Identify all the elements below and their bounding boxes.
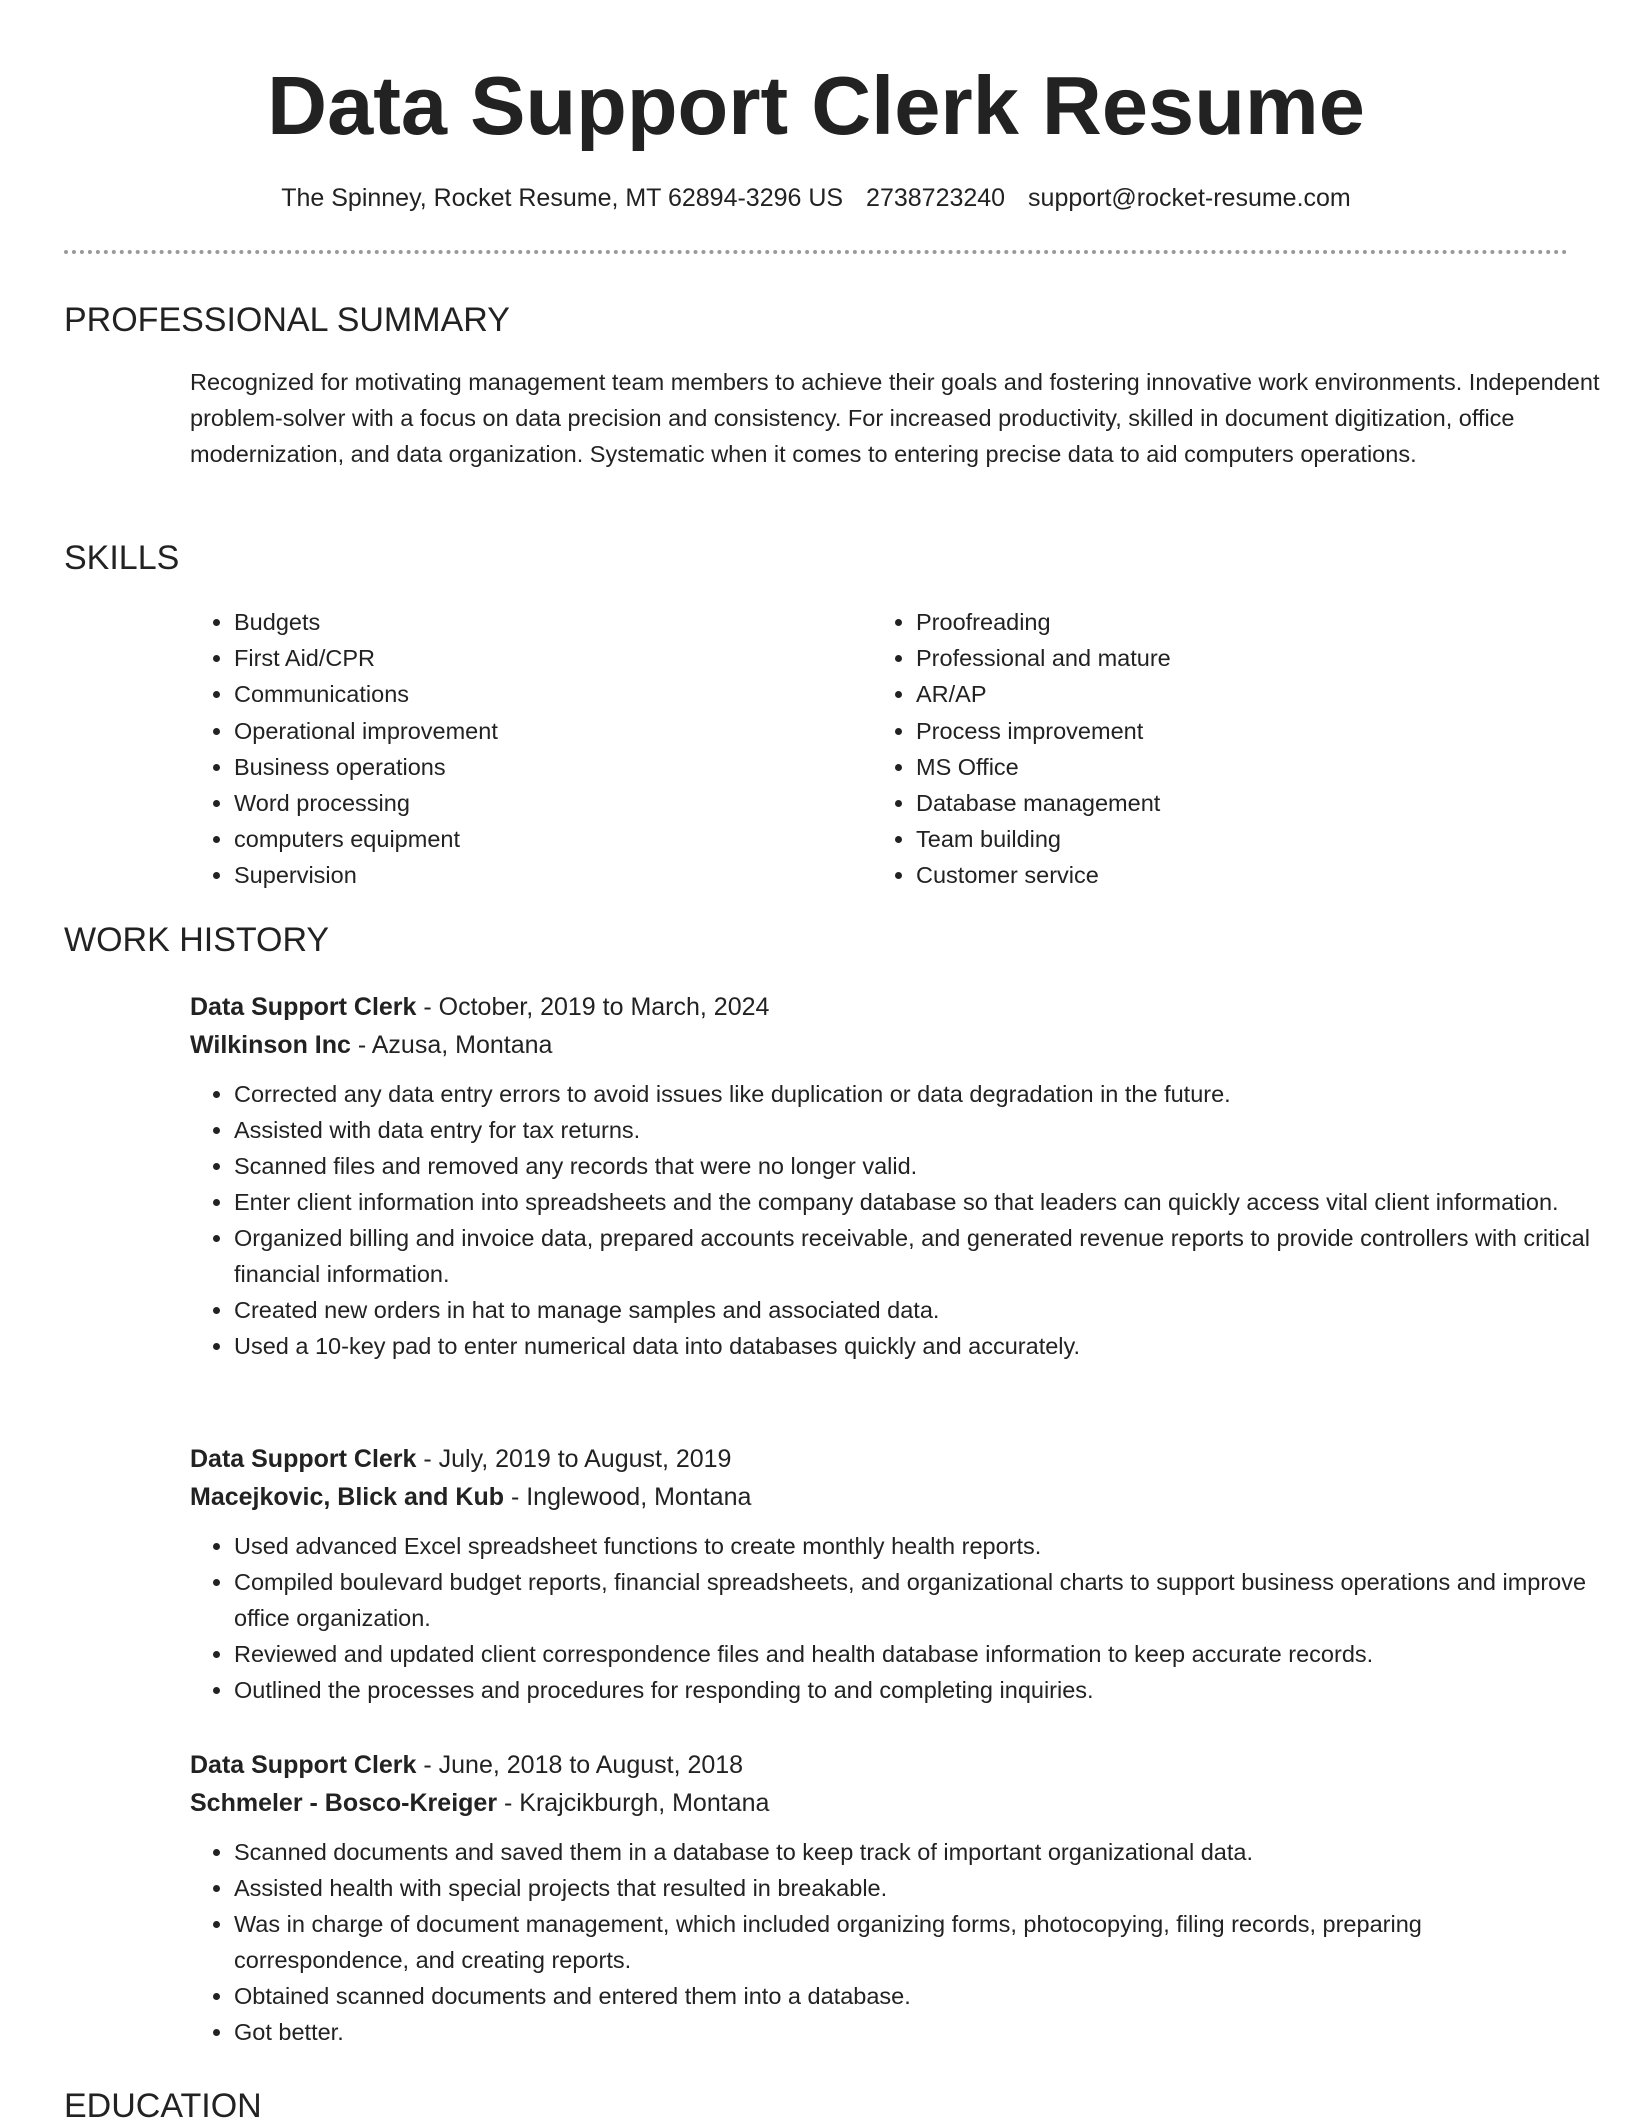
duty-item: • Got better. xyxy=(234,2014,1590,2050)
duty-item: • Outlined the processes and procedures for responding to and completing inquiries. xyxy=(234,1672,1590,1708)
skills-column-left xyxy=(190,604,868,894)
job-location: - Krajcikburgh, Montana xyxy=(497,1789,770,1817)
skill-item: • Operational improvement xyxy=(234,713,868,749)
duty-item: • Reviewed and updated client correspondence files and health database information to keep accurate records. xyxy=(234,1636,1590,1672)
job-location: - Azusa, Montana xyxy=(350,1031,553,1059)
header-divider xyxy=(64,250,1568,254)
duty-item: • Corrected any data entry errors to avoid issues like duplication or data degradation in the future. xyxy=(234,1076,1590,1112)
skills-column-right xyxy=(872,604,1550,894)
duty-item: • Enter client information into spreadsheets and the company database so that leaders can quickly access vital client information. xyxy=(234,1184,1590,1220)
job-entry xyxy=(190,1746,1590,2050)
job-title: Data Support Clerk xyxy=(190,1751,417,1779)
duty-item: • Created new orders in hat to manage samples and associated data. xyxy=(234,1292,1590,1328)
job-entry xyxy=(190,1440,1590,1708)
job-title: Data Support Clerk xyxy=(190,993,417,1021)
skill-item: • Proofreading xyxy=(916,604,1550,640)
job-dates: - June, 2018 to August, 2018 xyxy=(416,1751,744,1779)
skills-heading: SKILLS xyxy=(64,539,180,577)
job-dates: - July, 2019 to August, 2019 xyxy=(416,1445,732,1473)
skill-item: • MS Office xyxy=(916,749,1550,785)
job-company: Schmeler - Bosco-Kreiger xyxy=(190,1789,498,1817)
job-title-line xyxy=(190,988,1590,1026)
job-dates: - October, 2019 to March, 2024 xyxy=(416,993,770,1021)
duty-item: • Assisted with data entry for tax returns. xyxy=(234,1112,1590,1148)
duty-item: • Used a 10-key pad to enter numerical data into databases quickly and accurately. xyxy=(234,1328,1590,1364)
job-company-line xyxy=(190,1478,1590,1516)
skill-item: • Communications xyxy=(234,676,868,712)
job-title: Data Support Clerk xyxy=(190,1445,417,1473)
work-heading: WORK HISTORY xyxy=(64,921,330,959)
skills-list xyxy=(190,604,1550,894)
skill-item: • Customer service xyxy=(916,857,1550,893)
job-title-line xyxy=(190,1746,1590,1784)
skill-item: • Business operations xyxy=(234,749,868,785)
job-company-line xyxy=(190,1026,1590,1064)
skill-item: • Budgets xyxy=(234,604,868,640)
skill-item: • Team building xyxy=(916,821,1550,857)
duty-item: • Scanned documents and saved them in a database to keep track of important organizational data. xyxy=(234,1834,1590,1870)
contact-phone: 2738723240 xyxy=(866,184,1006,212)
job-title-line xyxy=(190,1440,1590,1478)
summary-heading: PROFESSIONAL SUMMARY xyxy=(64,301,510,339)
job-company: Wilkinson Inc xyxy=(190,1031,351,1059)
skill-item: • Process improvement xyxy=(916,713,1550,749)
contact-line xyxy=(64,180,1568,216)
duty-item: • Was in charge of document management, which included organizing forms, photocopying, filing records, preparing correspondence, and creating reports. xyxy=(234,1906,1590,1978)
contact-address: The Spinney, Rocket Resume, MT 62894-3296 US xyxy=(281,184,844,212)
duty-item: • Obtained scanned documents and entered them into a database. xyxy=(234,1978,1590,2014)
skill-item: • AR/AP xyxy=(916,676,1550,712)
job-duties xyxy=(190,1528,1590,1708)
job-company: Macejkovic, Blick and Kub xyxy=(190,1483,504,1511)
duty-item: • Scanned files and removed any records that were no longer valid. xyxy=(234,1148,1590,1184)
education-heading: EDUCATION xyxy=(64,2087,262,2125)
skill-item: • computers equipment xyxy=(234,821,868,857)
skill-item: • Professional and mature xyxy=(916,640,1550,676)
duty-item: • Compiled boulevard budget reports, financial spreadsheets, and organizational charts to support business operations and improve office organization. xyxy=(234,1564,1590,1636)
job-location: - Inglewood, Montana xyxy=(504,1483,752,1511)
job-entry xyxy=(190,988,1590,1364)
job-company-line xyxy=(190,1784,1590,1822)
duty-item: • Used advanced Excel spreadsheet functions to create monthly health reports. xyxy=(234,1528,1590,1564)
skill-item: • Database management xyxy=(916,785,1550,821)
duty-item: • Organized billing and invoice data, prepared accounts receivable, and generated revenue reports to provide controllers with critical financial information. xyxy=(234,1220,1590,1292)
resume-page xyxy=(64,0,1600,2125)
contact-email: support@rocket-resume.com xyxy=(1028,184,1351,212)
job-duties xyxy=(190,1076,1590,1364)
skill-item: • First Aid/CPR xyxy=(234,640,868,676)
skill-item: • Supervision xyxy=(234,857,868,893)
resume-title: Data Support Clerk Resume xyxy=(267,59,1365,152)
job-duties xyxy=(190,1834,1590,2050)
skill-item: • Word processing xyxy=(234,785,868,821)
summary-text: Recognized for motivating management team members to achieve their goals and fostering innovative work environments. Independent problem-solver with a focus on data precision and consistency. For increased productivity, skilled in document digitization, office modernization, and data organization. Systematic when it comes to entering precise data to aid computers operations. xyxy=(190,369,1600,467)
duty-item: • Assisted health with special projects that resulted in breakable. xyxy=(234,1870,1590,1906)
